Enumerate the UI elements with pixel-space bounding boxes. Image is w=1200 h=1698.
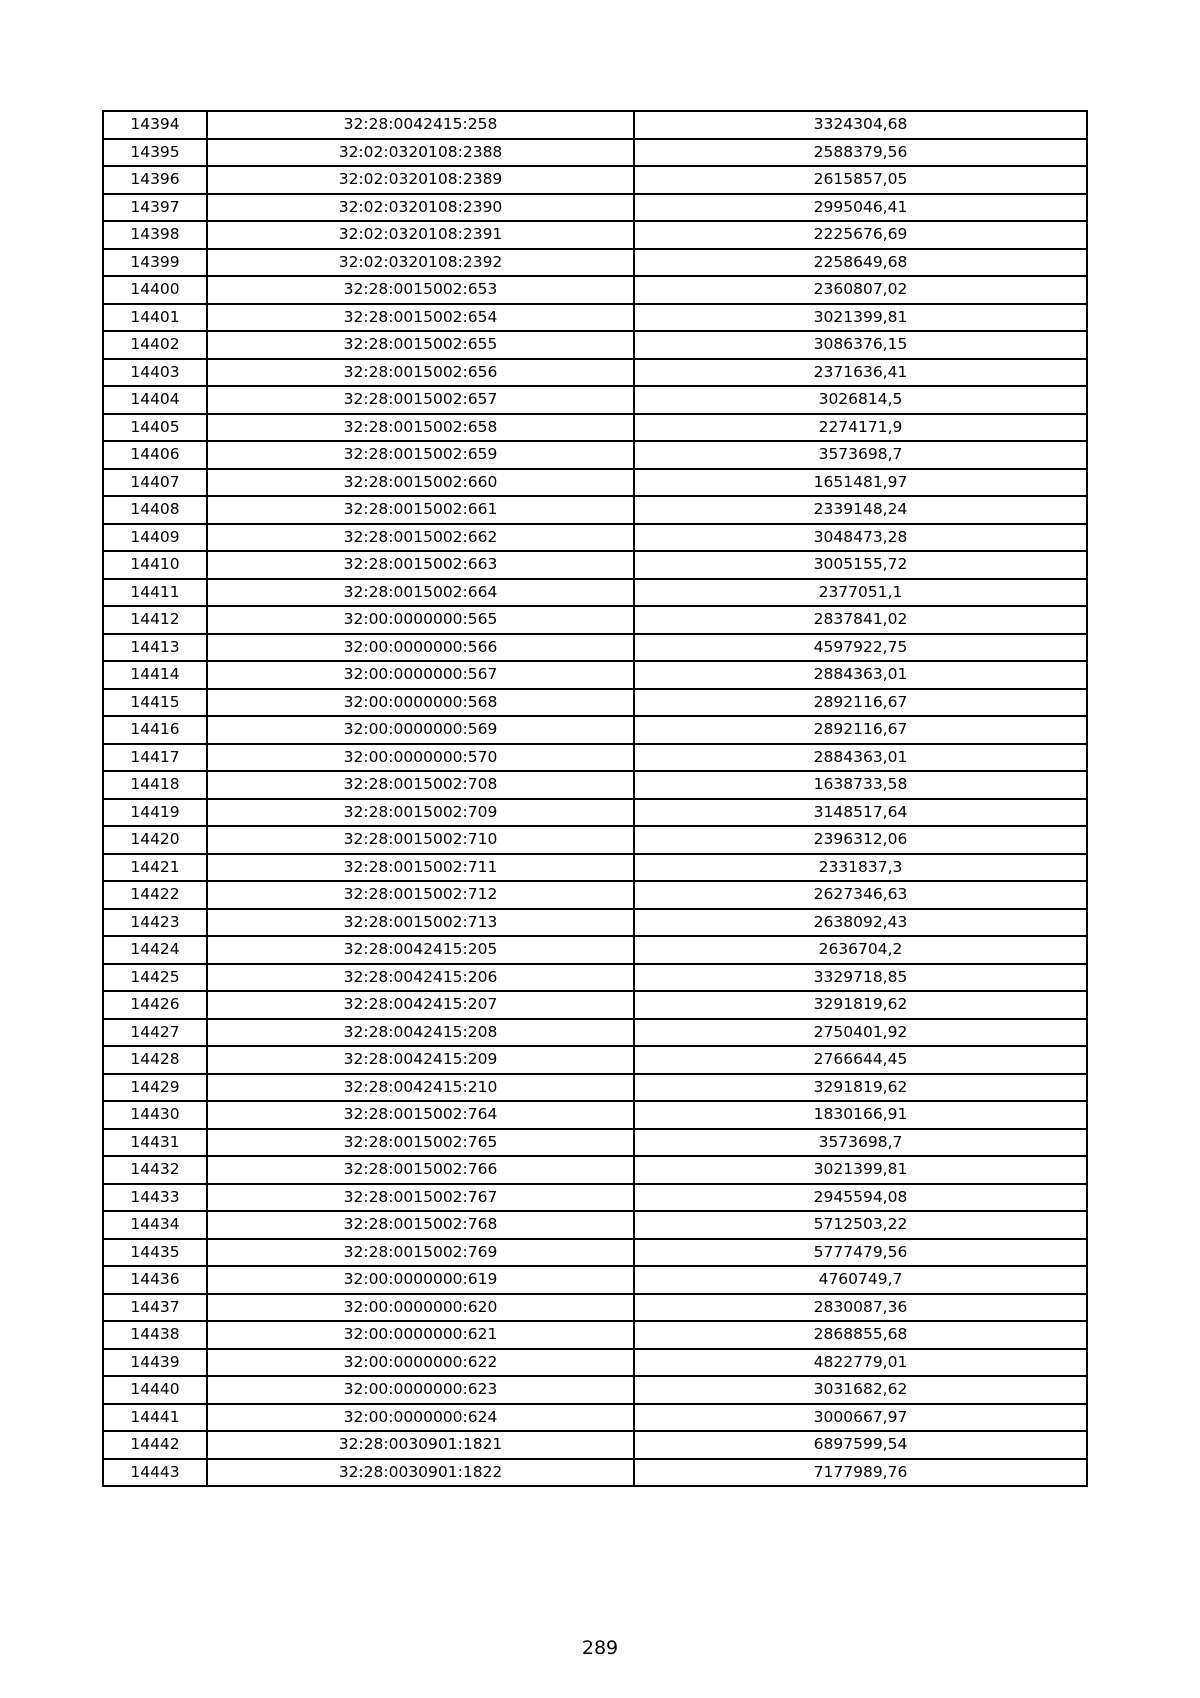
table-row — [103, 1239, 1087, 1267]
table-row — [103, 1266, 1087, 1294]
table-row — [103, 1156, 1087, 1184]
table-row — [103, 1101, 1087, 1129]
value-cell: 3291819,62 — [634, 991, 1087, 1019]
table-row — [103, 331, 1087, 359]
cadastral-number-cell: 32:00:0000000:566 — [207, 634, 634, 662]
table-row — [103, 386, 1087, 414]
value-cell: 4760749,7 — [634, 1266, 1087, 1294]
table-row — [103, 909, 1087, 937]
cadastral-number-cell: 32:28:0015002:711 — [207, 854, 634, 882]
row-number-cell: 14426 — [103, 991, 207, 1019]
value-cell: 3573698,7 — [634, 441, 1087, 469]
value-cell: 3086376,15 — [634, 331, 1087, 359]
row-number-cell: 14419 — [103, 799, 207, 827]
row-number-cell: 14412 — [103, 606, 207, 634]
row-number-cell: 14435 — [103, 1239, 207, 1267]
table-row — [103, 276, 1087, 304]
value-cell: 1830166,91 — [634, 1101, 1087, 1129]
value-cell: 2331837,3 — [634, 854, 1087, 882]
value-cell: 3329718,85 — [634, 964, 1087, 992]
value-cell: 6897599,54 — [634, 1431, 1087, 1459]
value-cell: 2995046,41 — [634, 194, 1087, 222]
row-number-cell: 14410 — [103, 551, 207, 579]
value-cell: 2225676,69 — [634, 221, 1087, 249]
table-row — [103, 634, 1087, 662]
row-number-cell: 14424 — [103, 936, 207, 964]
table-row — [103, 1321, 1087, 1349]
cadastral-number-cell: 32:28:0015002:656 — [207, 359, 634, 387]
cadastral-number-cell: 32:28:0042415:208 — [207, 1019, 634, 1047]
value-cell: 4597922,75 — [634, 634, 1087, 662]
table-row — [103, 716, 1087, 744]
row-number-cell: 14406 — [103, 441, 207, 469]
value-cell: 2892116,67 — [634, 689, 1087, 717]
value-cell: 2830087,36 — [634, 1294, 1087, 1322]
table-row — [103, 1019, 1087, 1047]
value-cell: 2766644,45 — [634, 1046, 1087, 1074]
value-cell: 5777479,56 — [634, 1239, 1087, 1267]
table-row — [103, 221, 1087, 249]
row-number-cell: 14423 — [103, 909, 207, 937]
row-number-cell: 14430 — [103, 1101, 207, 1129]
row-number-cell: 14422 — [103, 881, 207, 909]
cadastral-number-cell: 32:28:0042415:258 — [207, 111, 634, 139]
cadastral-number-cell: 32:28:0042415:207 — [207, 991, 634, 1019]
table-row — [103, 496, 1087, 524]
cadastral-number-cell: 32:00:0000000:621 — [207, 1321, 634, 1349]
row-number-cell: 14431 — [103, 1129, 207, 1157]
cadastral-number-cell: 32:00:0000000:568 — [207, 689, 634, 717]
cadastral-number-cell: 32:00:0000000:624 — [207, 1404, 634, 1432]
cadastral-number-cell: 32:02:0320108:2390 — [207, 194, 634, 222]
table-row — [103, 826, 1087, 854]
row-number-cell: 14432 — [103, 1156, 207, 1184]
cadastral-number-cell: 32:00:0000000:567 — [207, 661, 634, 689]
row-number-cell: 14418 — [103, 771, 207, 799]
row-number-cell: 14427 — [103, 1019, 207, 1047]
cadastral-number-cell: 32:28:0015002:660 — [207, 469, 634, 497]
row-number-cell: 14436 — [103, 1266, 207, 1294]
value-cell: 2274171,9 — [634, 414, 1087, 442]
row-number-cell: 14437 — [103, 1294, 207, 1322]
cadastral-number-cell: 32:28:0042415:209 — [207, 1046, 634, 1074]
cadastral-number-cell: 32:28:0015002:713 — [207, 909, 634, 937]
row-number-cell: 14443 — [103, 1459, 207, 1487]
row-number-cell: 14433 — [103, 1184, 207, 1212]
row-number-cell: 14409 — [103, 524, 207, 552]
cadastral-number-cell: 32:28:0015002:710 — [207, 826, 634, 854]
cadastral-number-cell: 32:28:0015002:766 — [207, 1156, 634, 1184]
cadastral-number-cell: 32:00:0000000:569 — [207, 716, 634, 744]
row-number-cell: 14399 — [103, 249, 207, 277]
value-cell: 2945594,08 — [634, 1184, 1087, 1212]
cadastral-number-cell: 32:28:0015002:764 — [207, 1101, 634, 1129]
table-row — [103, 689, 1087, 717]
table-row — [103, 111, 1087, 139]
row-number-cell: 14403 — [103, 359, 207, 387]
value-cell: 2750401,92 — [634, 1019, 1087, 1047]
data-table — [102, 110, 1088, 1487]
cadastral-number-cell: 32:28:0015002:765 — [207, 1129, 634, 1157]
table-body — [103, 111, 1087, 1486]
table-row — [103, 1376, 1087, 1404]
cadastral-number-cell: 32:28:0015002:658 — [207, 414, 634, 442]
table-row — [103, 359, 1087, 387]
cadastral-number-cell: 32:28:0015002:768 — [207, 1211, 634, 1239]
row-number-cell: 14440 — [103, 1376, 207, 1404]
table-row — [103, 414, 1087, 442]
row-number-cell: 14434 — [103, 1211, 207, 1239]
value-cell: 2258649,68 — [634, 249, 1087, 277]
table-row — [103, 139, 1087, 167]
page-number: 289 — [581, 1637, 619, 1659]
table-row — [103, 304, 1087, 332]
value-cell: 2615857,05 — [634, 166, 1087, 194]
value-cell: 2360807,02 — [634, 276, 1087, 304]
cadastral-number-cell: 32:28:0030901:1822 — [207, 1459, 634, 1487]
cadastral-number-cell: 32:28:0015002:663 — [207, 551, 634, 579]
cadastral-number-cell: 32:00:0000000:622 — [207, 1349, 634, 1377]
value-cell: 3573698,7 — [634, 1129, 1087, 1157]
cadastral-number-cell: 32:28:0015002:664 — [207, 579, 634, 607]
table-row — [103, 1431, 1087, 1459]
table-row — [103, 991, 1087, 1019]
value-cell: 5712503,22 — [634, 1211, 1087, 1239]
row-number-cell: 14414 — [103, 661, 207, 689]
cadastral-number-cell: 32:28:0015002:661 — [207, 496, 634, 524]
value-cell: 1638733,58 — [634, 771, 1087, 799]
row-number-cell: 14396 — [103, 166, 207, 194]
value-cell: 4822779,01 — [634, 1349, 1087, 1377]
table-row — [103, 881, 1087, 909]
cadastral-number-cell: 32:28:0030901:1821 — [207, 1431, 634, 1459]
cadastral-number-cell: 32:00:0000000:620 — [207, 1294, 634, 1322]
table-row — [103, 936, 1087, 964]
cadastral-number-cell: 32:28:0015002:712 — [207, 881, 634, 909]
value-cell: 2371636,41 — [634, 359, 1087, 387]
table-row — [103, 1404, 1087, 1432]
row-number-cell: 14401 — [103, 304, 207, 332]
table-row — [103, 744, 1087, 772]
row-number-cell: 14404 — [103, 386, 207, 414]
cadastral-number-cell: 32:28:0042415:210 — [207, 1074, 634, 1102]
value-cell: 2588379,56 — [634, 139, 1087, 167]
row-number-cell: 14425 — [103, 964, 207, 992]
row-number-cell: 14407 — [103, 469, 207, 497]
row-number-cell: 14398 — [103, 221, 207, 249]
cadastral-number-cell: 32:00:0000000:570 — [207, 744, 634, 772]
table-row — [103, 1349, 1087, 1377]
value-cell: 3291819,62 — [634, 1074, 1087, 1102]
cadastral-number-cell: 32:02:0320108:2389 — [207, 166, 634, 194]
row-number-cell: 14400 — [103, 276, 207, 304]
table-row — [103, 799, 1087, 827]
value-cell: 2884363,01 — [634, 744, 1087, 772]
cadastral-number-cell: 32:28:0042415:205 — [207, 936, 634, 964]
value-cell: 2868855,68 — [634, 1321, 1087, 1349]
cadastral-number-cell: 32:00:0000000:623 — [207, 1376, 634, 1404]
value-cell: 2627346,63 — [634, 881, 1087, 909]
value-cell: 2892116,67 — [634, 716, 1087, 744]
cadastral-number-cell: 32:00:0000000:565 — [207, 606, 634, 634]
row-number-cell: 14402 — [103, 331, 207, 359]
row-number-cell: 14438 — [103, 1321, 207, 1349]
cadastral-number-cell: 32:02:0320108:2391 — [207, 221, 634, 249]
row-number-cell: 14405 — [103, 414, 207, 442]
row-number-cell: 14421 — [103, 854, 207, 882]
cadastral-number-cell: 32:28:0042415:206 — [207, 964, 634, 992]
cadastral-number-cell: 32:28:0015002:657 — [207, 386, 634, 414]
table-row — [103, 1184, 1087, 1212]
value-cell: 3148517,64 — [634, 799, 1087, 827]
table-row — [103, 194, 1087, 222]
cadastral-number-cell: 32:28:0015002:708 — [207, 771, 634, 799]
value-cell: 2638092,43 — [634, 909, 1087, 937]
table-row — [103, 1211, 1087, 1239]
table-row — [103, 524, 1087, 552]
row-number-cell: 14429 — [103, 1074, 207, 1102]
table-row — [103, 166, 1087, 194]
row-number-cell: 14417 — [103, 744, 207, 772]
table-row — [103, 661, 1087, 689]
cadastral-number-cell: 32:28:0015002:769 — [207, 1239, 634, 1267]
row-number-cell: 14439 — [103, 1349, 207, 1377]
value-cell: 2396312,06 — [634, 826, 1087, 854]
cadastral-number-cell: 32:02:0320108:2392 — [207, 249, 634, 277]
row-number-cell: 14413 — [103, 634, 207, 662]
row-number-cell: 14395 — [103, 139, 207, 167]
row-number-cell: 14397 — [103, 194, 207, 222]
row-number-cell: 14408 — [103, 496, 207, 524]
row-number-cell: 14416 — [103, 716, 207, 744]
value-cell: 2339148,24 — [634, 496, 1087, 524]
value-cell: 1651481,97 — [634, 469, 1087, 497]
table-row — [103, 551, 1087, 579]
table-row — [103, 1046, 1087, 1074]
cadastral-number-cell: 32:28:0015002:662 — [207, 524, 634, 552]
row-number-cell: 14442 — [103, 1431, 207, 1459]
row-number-cell: 14415 — [103, 689, 207, 717]
table-row — [103, 1459, 1087, 1487]
value-cell: 2884363,01 — [634, 661, 1087, 689]
cadastral-number-cell: 32:28:0015002:655 — [207, 331, 634, 359]
value-cell: 2636704,2 — [634, 936, 1087, 964]
table-row — [103, 771, 1087, 799]
cadastral-number-cell: 32:00:0000000:619 — [207, 1266, 634, 1294]
table-row — [103, 606, 1087, 634]
value-cell: 2377051,1 — [634, 579, 1087, 607]
table-row — [103, 249, 1087, 277]
row-number-cell: 14441 — [103, 1404, 207, 1432]
value-cell: 3048473,28 — [634, 524, 1087, 552]
row-number-cell: 14411 — [103, 579, 207, 607]
value-cell: 3000667,97 — [634, 1404, 1087, 1432]
table-row — [103, 1074, 1087, 1102]
table-row — [103, 441, 1087, 469]
cadastral-number-cell: 32:28:0015002:767 — [207, 1184, 634, 1212]
value-cell: 2837841,02 — [634, 606, 1087, 634]
cadastral-number-cell: 32:28:0015002:654 — [207, 304, 634, 332]
row-number-cell: 14394 — [103, 111, 207, 139]
table-row — [103, 469, 1087, 497]
table-row — [103, 579, 1087, 607]
cadastral-number-cell: 32:28:0015002:653 — [207, 276, 634, 304]
table-row — [103, 964, 1087, 992]
row-number-cell: 14428 — [103, 1046, 207, 1074]
table-row — [103, 854, 1087, 882]
value-cell: 7177989,76 — [634, 1459, 1087, 1487]
value-cell: 3026814,5 — [634, 386, 1087, 414]
table-row — [103, 1129, 1087, 1157]
value-cell: 3031682,62 — [634, 1376, 1087, 1404]
row-number-cell: 14420 — [103, 826, 207, 854]
value-cell: 3021399,81 — [634, 304, 1087, 332]
table-row — [103, 1294, 1087, 1322]
cadastral-number-cell: 32:28:0015002:659 — [207, 441, 634, 469]
value-cell: 3324304,68 — [634, 111, 1087, 139]
cadastral-number-cell: 32:28:0015002:709 — [207, 799, 634, 827]
value-cell: 3021399,81 — [634, 1156, 1087, 1184]
value-cell: 3005155,72 — [634, 551, 1087, 579]
cadastral-number-cell: 32:02:0320108:2388 — [207, 139, 634, 167]
